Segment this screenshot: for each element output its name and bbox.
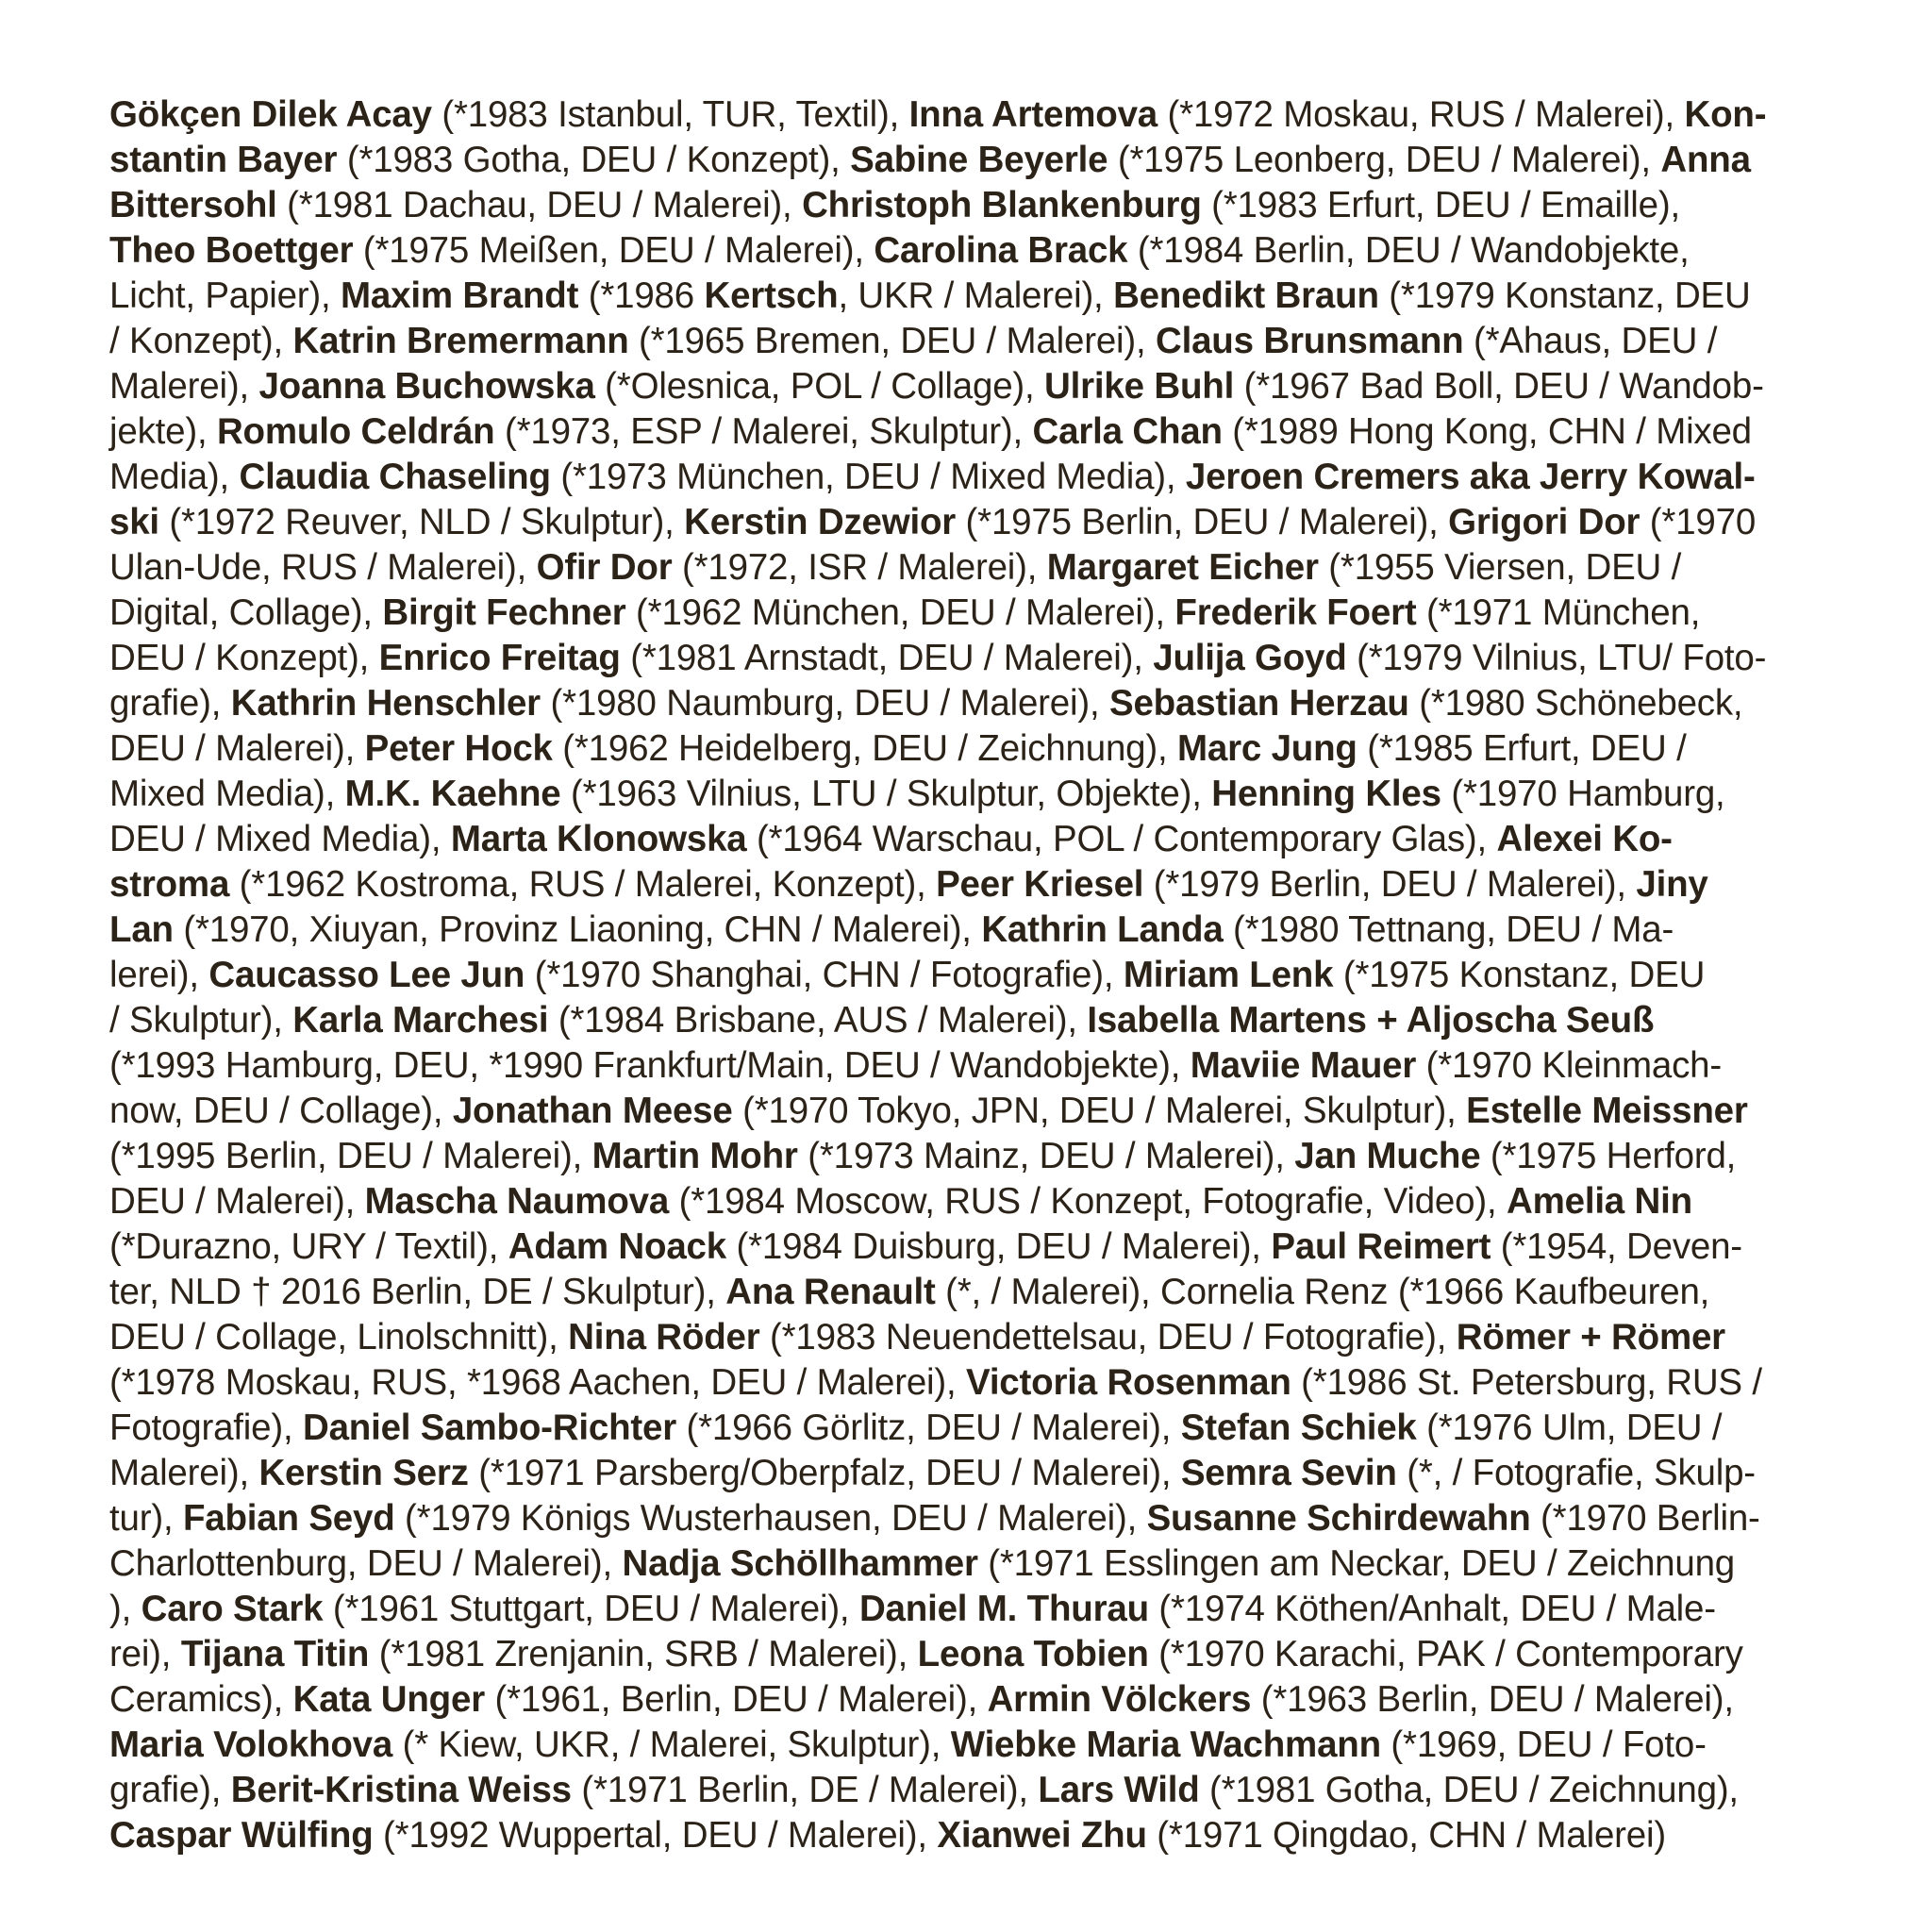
artist-name: Ana Renault [725, 1272, 936, 1312]
artist-details: , UKR / Malerei), [838, 275, 1114, 316]
artist-details: (*1963 Berlin, DEU / Malerei), [1251, 1679, 1734, 1720]
artist-name: Carla Chan [1032, 411, 1223, 452]
text-line [109, 953, 1838, 998]
artist-details: (*1979 Königs Wusterhausen, DEU / Malerei), [394, 1498, 1147, 1539]
artist-name: Ofir Dor [536, 547, 673, 588]
artist-details: (*1971 Qingdao, CHN / Malerei) [1146, 1815, 1666, 1856]
artist-details: (*1975 Herford, [1480, 1136, 1737, 1176]
artist-details: (*1981 Arnstadt, DEU / Malerei), [620, 638, 1154, 678]
artist-details: Mixed Media), [109, 774, 345, 814]
artist-name: Armin Völckers [987, 1679, 1252, 1720]
artist-details: Ulan-Ude, RUS / Malerei), [109, 547, 537, 588]
text-line [109, 1179, 1838, 1224]
artist-name: Susanne Schirdewahn [1146, 1498, 1531, 1539]
text-line [109, 500, 1838, 545]
text-line [109, 1677, 1838, 1723]
artist-details: Licht, Papier), [109, 275, 341, 316]
artist-details: (*1981 Dachau, DEU / Malerei), [276, 185, 803, 225]
artist-name: Nina Röder [568, 1317, 760, 1357]
artist-details: (*, / Fotografie, Skulp- [1396, 1453, 1756, 1493]
text-line [109, 772, 1838, 817]
artist-details: (*1970 Berlin- [1530, 1498, 1760, 1539]
artist-details: DEU / Malerei), [109, 1181, 365, 1222]
artist-details: (*1984 Duisburg, DEU / Malerei), [725, 1226, 1272, 1267]
artist-details: rei), [109, 1634, 181, 1674]
artist-name: Ulrike Buhl [1044, 366, 1235, 407]
artist-name: Jeroen Cremers aka Jerry Kowal- [1185, 457, 1756, 497]
artist-details: (*1971 Berlin, DE / Malerei), [571, 1770, 1039, 1810]
artist-name: Berit-Kristina Weiss [230, 1770, 572, 1810]
artist-details: (*1984 Berlin, DEU / Wandobjekte, [1127, 230, 1690, 271]
artist-details: DEU / Malerei), [109, 728, 365, 769]
text-line [109, 1541, 1838, 1587]
artist-details: (*1983 Gotha, DEU / Konzept), [337, 140, 851, 180]
artist-details: (*1981 Gotha, DEU / Zeichnung), [1199, 1770, 1739, 1810]
artist-name: Grigori Dor [1448, 502, 1641, 542]
artist-details: (*1962 Heidelberg, DEU / Zeichnung), [552, 728, 1178, 769]
artist-name: Kerstin Dzewior [684, 502, 957, 542]
artist-name: Adam Noack [508, 1226, 726, 1267]
artist-name: Miriam Lenk [1123, 955, 1334, 995]
artist-details: (*1966 Görlitz, DEU / Malerei), [676, 1407, 1181, 1448]
artist-name: Theo Boettger [109, 230, 354, 271]
text-line [109, 998, 1838, 1043]
artist-name: Nadja Schöllhammer [622, 1543, 978, 1584]
artist-details: (*1970 [1640, 502, 1757, 542]
artist-name: Julija Goyd [1153, 638, 1347, 678]
artist-details: (*1961 Stuttgart, DEU / Malerei), [323, 1589, 859, 1629]
artist-name: Tijana Titin [180, 1634, 370, 1674]
artist-details: (*1981 Zrenjanin, SRB / Malerei), [369, 1634, 918, 1674]
artist-details: (*1976 Ulm, DEU / [1416, 1407, 1723, 1448]
text-line [109, 409, 1838, 455]
text-line [109, 726, 1838, 772]
artist-details: now, DEU / Collage), [109, 1091, 453, 1131]
artist-name: Paul Reimert [1271, 1226, 1491, 1267]
artist-name: Kon- [1684, 94, 1767, 135]
artist-details: (*1979 Vilnius, LTU/ Foto- [1346, 638, 1767, 678]
artist-name: Alexei Ko- [1496, 819, 1673, 859]
artist-name: Marta Klonowska [450, 819, 747, 859]
artist-details: (*1972 Reuver, NLD / Skulptur), [158, 502, 685, 542]
artist-details: / Skulptur), [109, 1000, 293, 1041]
artist-name: Joanna Buchowska [258, 366, 595, 407]
artist-details: (*1962 Kostroma, RUS / Malerei, Konzept), [229, 864, 937, 905]
artist-name: Victoria Rosenman [966, 1362, 1291, 1403]
artist-details: Charlottenburg, DEU / Malerei), [109, 1543, 623, 1584]
artist-name: Stefan Schiek [1180, 1407, 1417, 1448]
artist-name: Carolina Brack [874, 230, 1128, 271]
artist-name: Kathrin Henschler [230, 683, 541, 724]
artist-details: (*1962 München, DEU / Malerei), [625, 592, 1175, 633]
artist-details: DEU / Mixed Media), [109, 819, 451, 859]
artist-details: (*1975 Leonberg, DEU / Malerei), [1108, 140, 1661, 180]
artist-name: Romulo Celdrán [216, 411, 495, 452]
artist-details: lerei), [109, 955, 209, 995]
artist-details: (*1986 St. Petersburg, RUS / [1291, 1362, 1762, 1403]
text-line [109, 1587, 1838, 1632]
text-line [109, 138, 1838, 183]
artist-details: (*1974 Köthen/Anhalt, DEU / Male- [1148, 1589, 1716, 1629]
artist-details: Malerei), [109, 1453, 259, 1493]
artist-details: (*1989 Hong Kong, CHN / Mixed [1222, 411, 1752, 452]
artist-details: (*1975 Meißen, DEU / Malerei), [353, 230, 874, 271]
artist-name: Maria Volokhova [109, 1724, 393, 1765]
text-line [109, 545, 1838, 591]
artist-name: Bittersohl [109, 185, 277, 225]
artist-name: Daniel Sambo-Richter [302, 1407, 677, 1448]
artist-details: (*1975 Berlin, DEU / Malerei), [956, 502, 1449, 542]
artist-name: Peter Hock [364, 728, 553, 769]
artist-details: (*1963 Vilnius, LTU / Skulptur, Objekte), [560, 774, 1212, 814]
text-line [109, 1496, 1838, 1541]
artist-name: Xianwei Zhu [937, 1815, 1147, 1856]
artist-details: (*1980 Naumburg, DEU / Malerei), [540, 683, 1109, 724]
artist-name: Marc Jung [1177, 728, 1357, 769]
artist-details: (*1972 Moskau, RUS / Malerei), [1158, 94, 1685, 135]
artist-details: (*Ahaus, DEU / [1463, 321, 1718, 361]
text-line [109, 1632, 1838, 1677]
artist-details: (*1979 Berlin, DEU / Malerei), [1143, 864, 1637, 905]
artist-name: stroma [109, 864, 230, 905]
artist-details: tur), [109, 1498, 183, 1539]
artist-name: Lan [109, 909, 174, 950]
artist-details: (*1970 Tokyo, JPN, DEU / Malerei, Skulptur), [732, 1091, 1467, 1131]
artist-name: Kathrin Landa [981, 909, 1224, 950]
artist-details: (*1969, DEU / Foto- [1380, 1724, 1707, 1765]
artist-details: (*1992 Wuppertal, DEU / Malerei), [373, 1815, 938, 1856]
artist-name: Fabian Seyd [182, 1498, 395, 1539]
artist-name: Claudia Chaseling [239, 457, 551, 497]
artist-name: Kerstin Serz [258, 1453, 469, 1493]
text-line [109, 862, 1838, 908]
artist-name: Leona Tobien [917, 1634, 1149, 1674]
artist-name: Caro Stark [141, 1589, 324, 1629]
artist-details: (*1965 Bremen, DEU / Malerei), [628, 321, 1156, 361]
artist-details: (*1970 Kleinmach- [1416, 1045, 1722, 1086]
artist-name: Karla Marchesi [292, 1000, 549, 1041]
text-line [109, 1224, 1838, 1270]
artist-name: Anna [1660, 140, 1751, 180]
artist-details: (*1980 Tettnang, DEU / Ma- [1223, 909, 1674, 950]
text-line [109, 183, 1838, 228]
artist-details: (*Durazno, URY / Textil), [109, 1226, 508, 1267]
artist-details: (*1971 Esslingen am Neckar, DEU / Zeichnung [977, 1543, 1736, 1584]
artist-details: (*1983 Istanbul, TUR, Textil), [431, 94, 909, 135]
artist-name: Amelia Nin [1506, 1181, 1692, 1222]
artist-list-paragraph [109, 92, 1838, 1858]
artist-name: Inna Artemova [908, 94, 1158, 135]
text-line [109, 636, 1838, 681]
text-line [109, 1768, 1838, 1813]
artist-name: Birgit Fechner [382, 592, 626, 633]
artist-name: Caspar Wülfing [109, 1815, 374, 1856]
artist-name: Peer Kriesel [936, 864, 1144, 905]
artist-details: (*1972, ISR / Malerei), [672, 547, 1047, 588]
artist-name: Jiny [1636, 864, 1708, 905]
text-line [109, 1270, 1838, 1315]
artist-name: Frederik Foert [1174, 592, 1417, 633]
artist-name: Römer + Römer [1456, 1317, 1725, 1357]
artist-name: Jan Muche [1294, 1136, 1481, 1176]
text-line [109, 1360, 1838, 1406]
artist-details: (*Olesnica, POL / Collage), [594, 366, 1045, 407]
artist-details: (*1970 Shanghai, CHN / Fotografie), [525, 955, 1124, 995]
artist-name: Sebastian Herzau [1108, 683, 1409, 724]
artist-name: Wiebke Maria Wachmann [950, 1724, 1381, 1765]
artist-details: (*1979 Konstanz, DEU [1378, 275, 1751, 316]
artist-name: Martin Mohr [591, 1136, 798, 1176]
artist-details: (*1985 Erfurt, DEU / [1357, 728, 1687, 769]
text-line [109, 364, 1838, 409]
artist-name: Katrin Bremermann [292, 321, 629, 361]
artist-name: Enrico Freitag [378, 638, 621, 678]
artist-details: (*1964 Warschau, POL / Contemporary Glas), [746, 819, 1497, 859]
artist-name: Lars Wild [1038, 1770, 1200, 1810]
artist-name: Jonathan Meese [452, 1091, 733, 1131]
artist-name: Daniel M. Thurau [858, 1589, 1149, 1629]
text-line [109, 591, 1838, 636]
artist-name: Mascha Naumova [364, 1181, 670, 1222]
artist-details: (*1984 Brisbane, AUS / Malerei), [548, 1000, 1088, 1041]
artist-name: Margaret Eicher [1046, 547, 1319, 588]
artist-details: (*1978 Moskau, RUS, *1968 Aachen, DEU / Malerei), [109, 1362, 967, 1403]
artist-name: Isabella Martens + Aljoscha Seuß [1087, 1000, 1655, 1041]
text-line [109, 908, 1838, 953]
artist-name: Gökçen Dilek Acay [109, 94, 432, 135]
artist-details: (*1954, Deven- [1491, 1226, 1742, 1267]
artist-name: Semra Sevin [1180, 1453, 1397, 1493]
artist-details: (*1973, ESP / Malerei, Skulptur), [494, 411, 1033, 452]
artist-details: (*1986 [578, 275, 705, 316]
artist-details: (*1980 Schönebeck, [1408, 683, 1743, 724]
text-line [109, 1315, 1838, 1360]
artist-details: (*1970 Hamburg, [1441, 774, 1725, 814]
artist-details: (*, / Malerei), Cornelia Renz (*1966 Kaufbeuren, [935, 1272, 1710, 1312]
artist-details: (*1955 Viersen, DEU / [1318, 547, 1682, 588]
artist-name: Caucasso Lee Jun [208, 955, 525, 995]
artist-details: (*1973 München, DEU / Mixed Media), [550, 457, 1186, 497]
artist-details: Digital, Collage), [109, 592, 383, 633]
text-line [109, 92, 1838, 138]
artist-details: ter, NLD † 2016 Berlin, DE / Skulptur), [109, 1272, 726, 1312]
artist-details: (*1995 Berlin, DEU / Malerei), [109, 1136, 592, 1176]
text-line [109, 1813, 1838, 1858]
artist-name: Kertsch [704, 275, 839, 316]
artist-details: (*1983 Erfurt, DEU / Emaille), [1201, 185, 1680, 225]
artist-details: grafie), [109, 1770, 231, 1810]
text-line [109, 1043, 1838, 1089]
artist-name: Benedikt Braun [1113, 275, 1379, 316]
artist-details: (*1984 Moscow, RUS / Konzept, Fotografie, Video), [669, 1181, 1507, 1222]
artist-name: Sabine Beyerle [850, 140, 1108, 180]
artist-details: (*1961, Berlin, DEU / Malerei), [484, 1679, 988, 1720]
text-line [109, 1134, 1838, 1179]
artist-name: Maxim Brandt [341, 275, 579, 316]
artist-details: (*1970, Xiuyan, Provinz Liaoning, CHN / Malerei), [173, 909, 982, 950]
artist-name: Christoph Blankenburg [802, 185, 1202, 225]
artist-details: (*1983 Neuendettelsau, DEU / Fotografie), [759, 1317, 1457, 1357]
text-line [109, 319, 1838, 364]
text-line [109, 817, 1838, 862]
artist-details: grafie), [109, 683, 231, 724]
artist-details: Media), [109, 457, 240, 497]
text-line [109, 1451, 1838, 1496]
artist-name: stantin Bayer [109, 140, 338, 180]
artist-details: (*1993 Hamburg, DEU, *1990 Frankfurt/Main, DEU / Wandobjekte), [109, 1045, 1191, 1086]
artist-details: (*1970 Karachi, PAK / Contemporary [1148, 1634, 1743, 1674]
artist-details: (*1971 München, [1416, 592, 1701, 633]
text-line [109, 1089, 1838, 1134]
artist-details: (*1973 Mainz, DEU / Malerei), [797, 1136, 1295, 1176]
artist-details: DEU / Konzept), [109, 638, 379, 678]
artist-name: Henning Kles [1211, 774, 1441, 814]
artist-name: ski [109, 502, 159, 542]
artist-details: Fotografie), [109, 1407, 303, 1448]
artist-name: Maviie Mauer [1190, 1045, 1417, 1086]
artist-name: Estelle Meissner [1466, 1091, 1748, 1131]
artist-name: Claus Brunsmann [1156, 321, 1464, 361]
artist-name: Kata Unger [292, 1679, 485, 1720]
artist-details: (*1967 Bad Boll, DEU / Wandob- [1234, 366, 1764, 407]
artist-name: M.K. Kaehne [344, 774, 561, 814]
artist-details: / Konzept), [109, 321, 293, 361]
artist-details: jekte), [109, 411, 217, 452]
text-line [109, 1723, 1838, 1768]
text-line [109, 1406, 1838, 1451]
text-line [109, 274, 1838, 319]
text-line [109, 455, 1838, 500]
artist-details: DEU / Collage, Linolschnitt), [109, 1317, 569, 1357]
artist-details: Ceramics), [109, 1679, 293, 1720]
text-line [109, 228, 1838, 274]
artist-details: (*1971 Parsberg/Oberpfalz, DEU / Malerei), [468, 1453, 1181, 1493]
artist-details: Malerei), [109, 366, 259, 407]
artist-details: (* Kiew, UKR, / Malerei, Skulptur), [392, 1724, 951, 1765]
artist-details: ), [109, 1589, 142, 1629]
artist-details: (*1975 Konstanz, DEU [1333, 955, 1706, 995]
text-line [109, 681, 1838, 726]
